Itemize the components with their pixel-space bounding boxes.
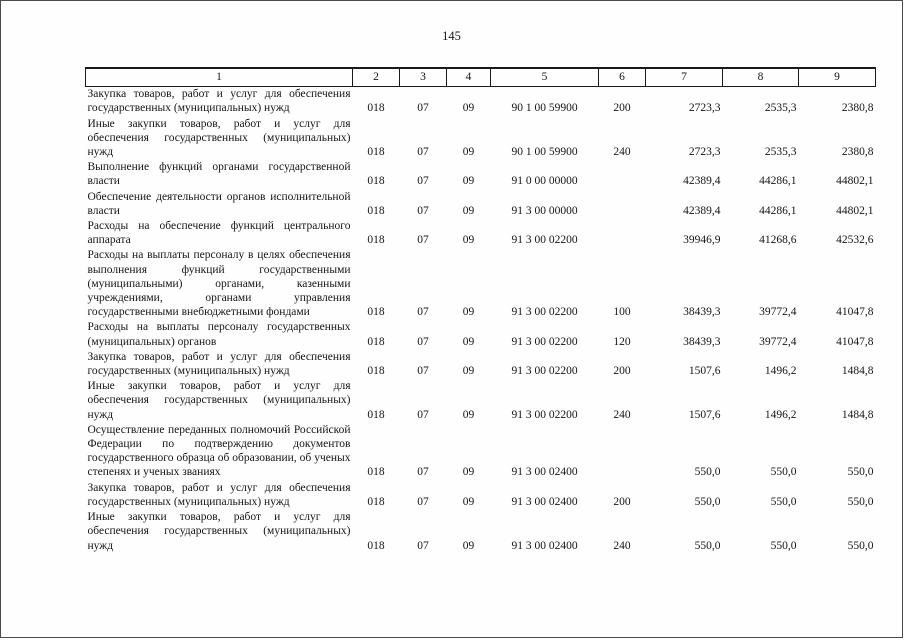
cell-grbs: 018 [367, 306, 385, 319]
cell-vr: 240 [613, 408, 631, 421]
header-col-4: 4 [447, 68, 491, 87]
cell-y3: 1484,8 [841, 408, 874, 421]
cell-name: Расходы на выплаты персоналу в целях обеспечения выполнения функций государственными (муниципальными) органами, казенными учреждениями, органами управления государственными внебюджетными фондами [87, 249, 351, 319]
cell-razdel: 07 [417, 234, 429, 247]
header-col-2: 2 [353, 68, 400, 87]
cell-name: Расходы на выплаты персоналу государственных (муниципальных) органов [87, 321, 351, 348]
cell-y1: 38439,3 [683, 306, 721, 319]
cell-grbs: 018 [367, 539, 385, 552]
cell-y2: 550,0 [770, 466, 797, 479]
cell-csr: 91 3 00 02200 [511, 408, 578, 421]
cell-razdel: 07 [417, 146, 429, 159]
cell-csr: 91 3 00 02200 [511, 335, 578, 348]
cell-y2: 39772,4 [759, 306, 797, 319]
cell-y1: 2723,3 [688, 146, 721, 159]
cell-name: Закупка товаров, работ и услуг для обеспечения государственных (муниципальных) нужд [87, 481, 351, 508]
table-header [86, 68, 876, 87]
cell-csr: 91 3 00 02400 [511, 539, 578, 552]
table-row [86, 190, 876, 219]
cell-name: Расходы на обеспечение функций центрального аппарата [87, 220, 351, 247]
cell-podrazdel: 09 [462, 175, 475, 188]
cell-y3: 550,0 [847, 495, 874, 508]
cell-grbs: 018 [367, 335, 385, 348]
cell-y3: 1484,8 [841, 365, 874, 378]
cell-grbs: 018 [367, 495, 385, 508]
cell-y2: 1496,2 [764, 408, 797, 421]
cell-y2: 2535,3 [764, 146, 797, 159]
table-row [86, 510, 876, 554]
cell-vr [599, 423, 646, 481]
cell-vr: 200 [613, 102, 631, 115]
cell-podrazdel: 09 [462, 495, 475, 508]
cell-name: Закупка товаров, работ и услуг для обеспечения государственных (муниципальных) нужд [87, 88, 351, 115]
cell-name: Обеспечение деятельности органов исполнительной власти [87, 190, 351, 217]
cell-vr: 200 [613, 365, 631, 378]
cell-podrazdel: 09 [462, 539, 475, 552]
cell-name: Осуществление переданных полномочий Российской Федерации по подтверждению документов государственного образца об образовании, об ученых степенях и ученых званиях [87, 423, 351, 479]
cell-razdel: 07 [417, 365, 429, 378]
cell-y2: 550,0 [770, 495, 797, 508]
table-row [86, 160, 876, 189]
cell-podrazdel: 09 [462, 408, 475, 421]
cell-podrazdel: 09 [462, 306, 475, 319]
cell-y2: 2535,3 [764, 102, 797, 115]
cell-grbs: 018 [367, 175, 385, 188]
cell-csr: 91 3 00 02200 [511, 306, 578, 319]
table-row [86, 379, 876, 423]
cell-y1: 550,0 [694, 466, 721, 479]
cell-grbs: 018 [367, 204, 385, 217]
cell-grbs: 018 [367, 234, 385, 247]
cell-podrazdel: 09 [462, 102, 475, 115]
cell-csr: 90 1 00 59900 [511, 102, 578, 115]
budget-table [85, 67, 876, 554]
table-row [86, 117, 876, 161]
cell-vr [599, 160, 646, 189]
cell-vr [599, 219, 646, 248]
table-body [86, 87, 876, 554]
header-col-6: 6 [599, 68, 646, 87]
cell-y2: 44286,1 [759, 175, 797, 188]
cell-csr: 91 0 00 00000 [511, 175, 578, 188]
cell-y1: 1507,6 [688, 408, 721, 421]
cell-y3: 550,0 [847, 539, 874, 552]
cell-y1: 550,0 [694, 495, 721, 508]
cell-razdel: 07 [417, 175, 429, 188]
cell-y1: 550,0 [694, 539, 721, 552]
cell-vr: 240 [613, 146, 631, 159]
cell-y2: 1496,2 [764, 365, 797, 378]
cell-razdel: 07 [417, 204, 429, 217]
cell-csr: 91 3 00 02400 [511, 466, 578, 479]
cell-y1: 42389,4 [683, 204, 721, 217]
page-number: 145 [442, 29, 461, 43]
cell-razdel: 07 [417, 408, 429, 421]
cell-y3: 44802,1 [836, 175, 874, 188]
cell-vr: 100 [613, 306, 631, 319]
cell-csr: 90 1 00 59900 [511, 146, 578, 159]
cell-podrazdel: 09 [462, 365, 475, 378]
cell-name: Закупка товаров, работ и услуг для обеспечения государственных (муниципальных) нужд [87, 350, 351, 378]
cell-razdel: 07 [417, 335, 429, 348]
cell-csr: 91 3 00 02400 [511, 495, 578, 508]
header-col-7: 7 [646, 68, 723, 87]
cell-y1: 38439,3 [683, 335, 721, 348]
cell-vr: 120 [613, 335, 631, 348]
cell-name: Иные закупки товаров, работ и услуг для обеспечения государственных (муниципальных) нужд [87, 511, 351, 552]
cell-vr [599, 190, 646, 219]
cell-vr: 240 [613, 539, 631, 552]
cell-razdel: 07 [417, 495, 429, 508]
cell-y3: 41047,8 [836, 335, 874, 348]
table-row [86, 481, 876, 510]
cell-y3: 41047,8 [836, 306, 874, 319]
cell-csr: 91 3 00 00000 [511, 204, 578, 217]
cell-podrazdel: 09 [462, 234, 475, 247]
cell-grbs: 018 [367, 102, 385, 115]
cell-vr: 200 [613, 495, 631, 508]
table-row [86, 320, 876, 349]
table-row [86, 87, 876, 117]
cell-y1: 42389,4 [683, 175, 721, 188]
header-col-3: 3 [400, 68, 447, 87]
cell-y3: 2380,8 [841, 146, 874, 159]
cell-podrazdel: 09 [462, 204, 475, 217]
cell-y2: 39772,4 [759, 335, 797, 348]
cell-podrazdel: 09 [462, 335, 475, 348]
header-col-5: 5 [491, 68, 599, 87]
table-row [86, 423, 876, 481]
cell-y2: 41268,6 [759, 234, 797, 247]
cell-y2: 44286,1 [759, 204, 797, 217]
cell-y3: 2380,8 [841, 102, 874, 115]
header-col-9: 9 [799, 68, 876, 87]
cell-grbs: 018 [367, 365, 385, 378]
header-row [86, 68, 876, 87]
cell-razdel: 07 [417, 539, 429, 552]
cell-csr: 91 3 00 02200 [511, 365, 578, 378]
cell-y1: 1507,6 [688, 365, 721, 378]
cell-y1: 39946,9 [683, 234, 721, 247]
table-row [86, 219, 876, 248]
cell-podrazdel: 09 [462, 466, 475, 479]
cell-razdel: 07 [417, 466, 429, 479]
table-row [86, 248, 876, 320]
cell-y2: 550,0 [770, 539, 797, 552]
cell-csr: 91 3 00 02200 [511, 234, 578, 247]
table-row [86, 350, 876, 379]
cell-grbs: 018 [367, 466, 385, 479]
cell-razdel: 07 [417, 102, 429, 115]
cell-y3: 550,0 [847, 466, 874, 479]
cell-name: Иные закупки товаров, работ и услуг для обеспечения государственных (муниципальных) нужд [87, 380, 351, 421]
cell-name: Выполнение функций органами государственной власти [87, 161, 351, 188]
cell-y3: 44802,1 [836, 204, 874, 217]
cell-podrazdel: 09 [462, 146, 475, 159]
cell-grbs: 018 [367, 408, 385, 421]
cell-name: Иные закупки товаров, работ и услуг для обеспечения государственных (муниципальных) нужд [87, 117, 351, 159]
header-col-8: 8 [723, 68, 799, 87]
cell-grbs: 018 [367, 146, 385, 159]
header-col-1: 1 [86, 68, 353, 87]
cell-y3: 42532,6 [836, 234, 874, 247]
cell-razdel: 07 [417, 306, 429, 319]
cell-y1: 2723,3 [688, 102, 721, 115]
